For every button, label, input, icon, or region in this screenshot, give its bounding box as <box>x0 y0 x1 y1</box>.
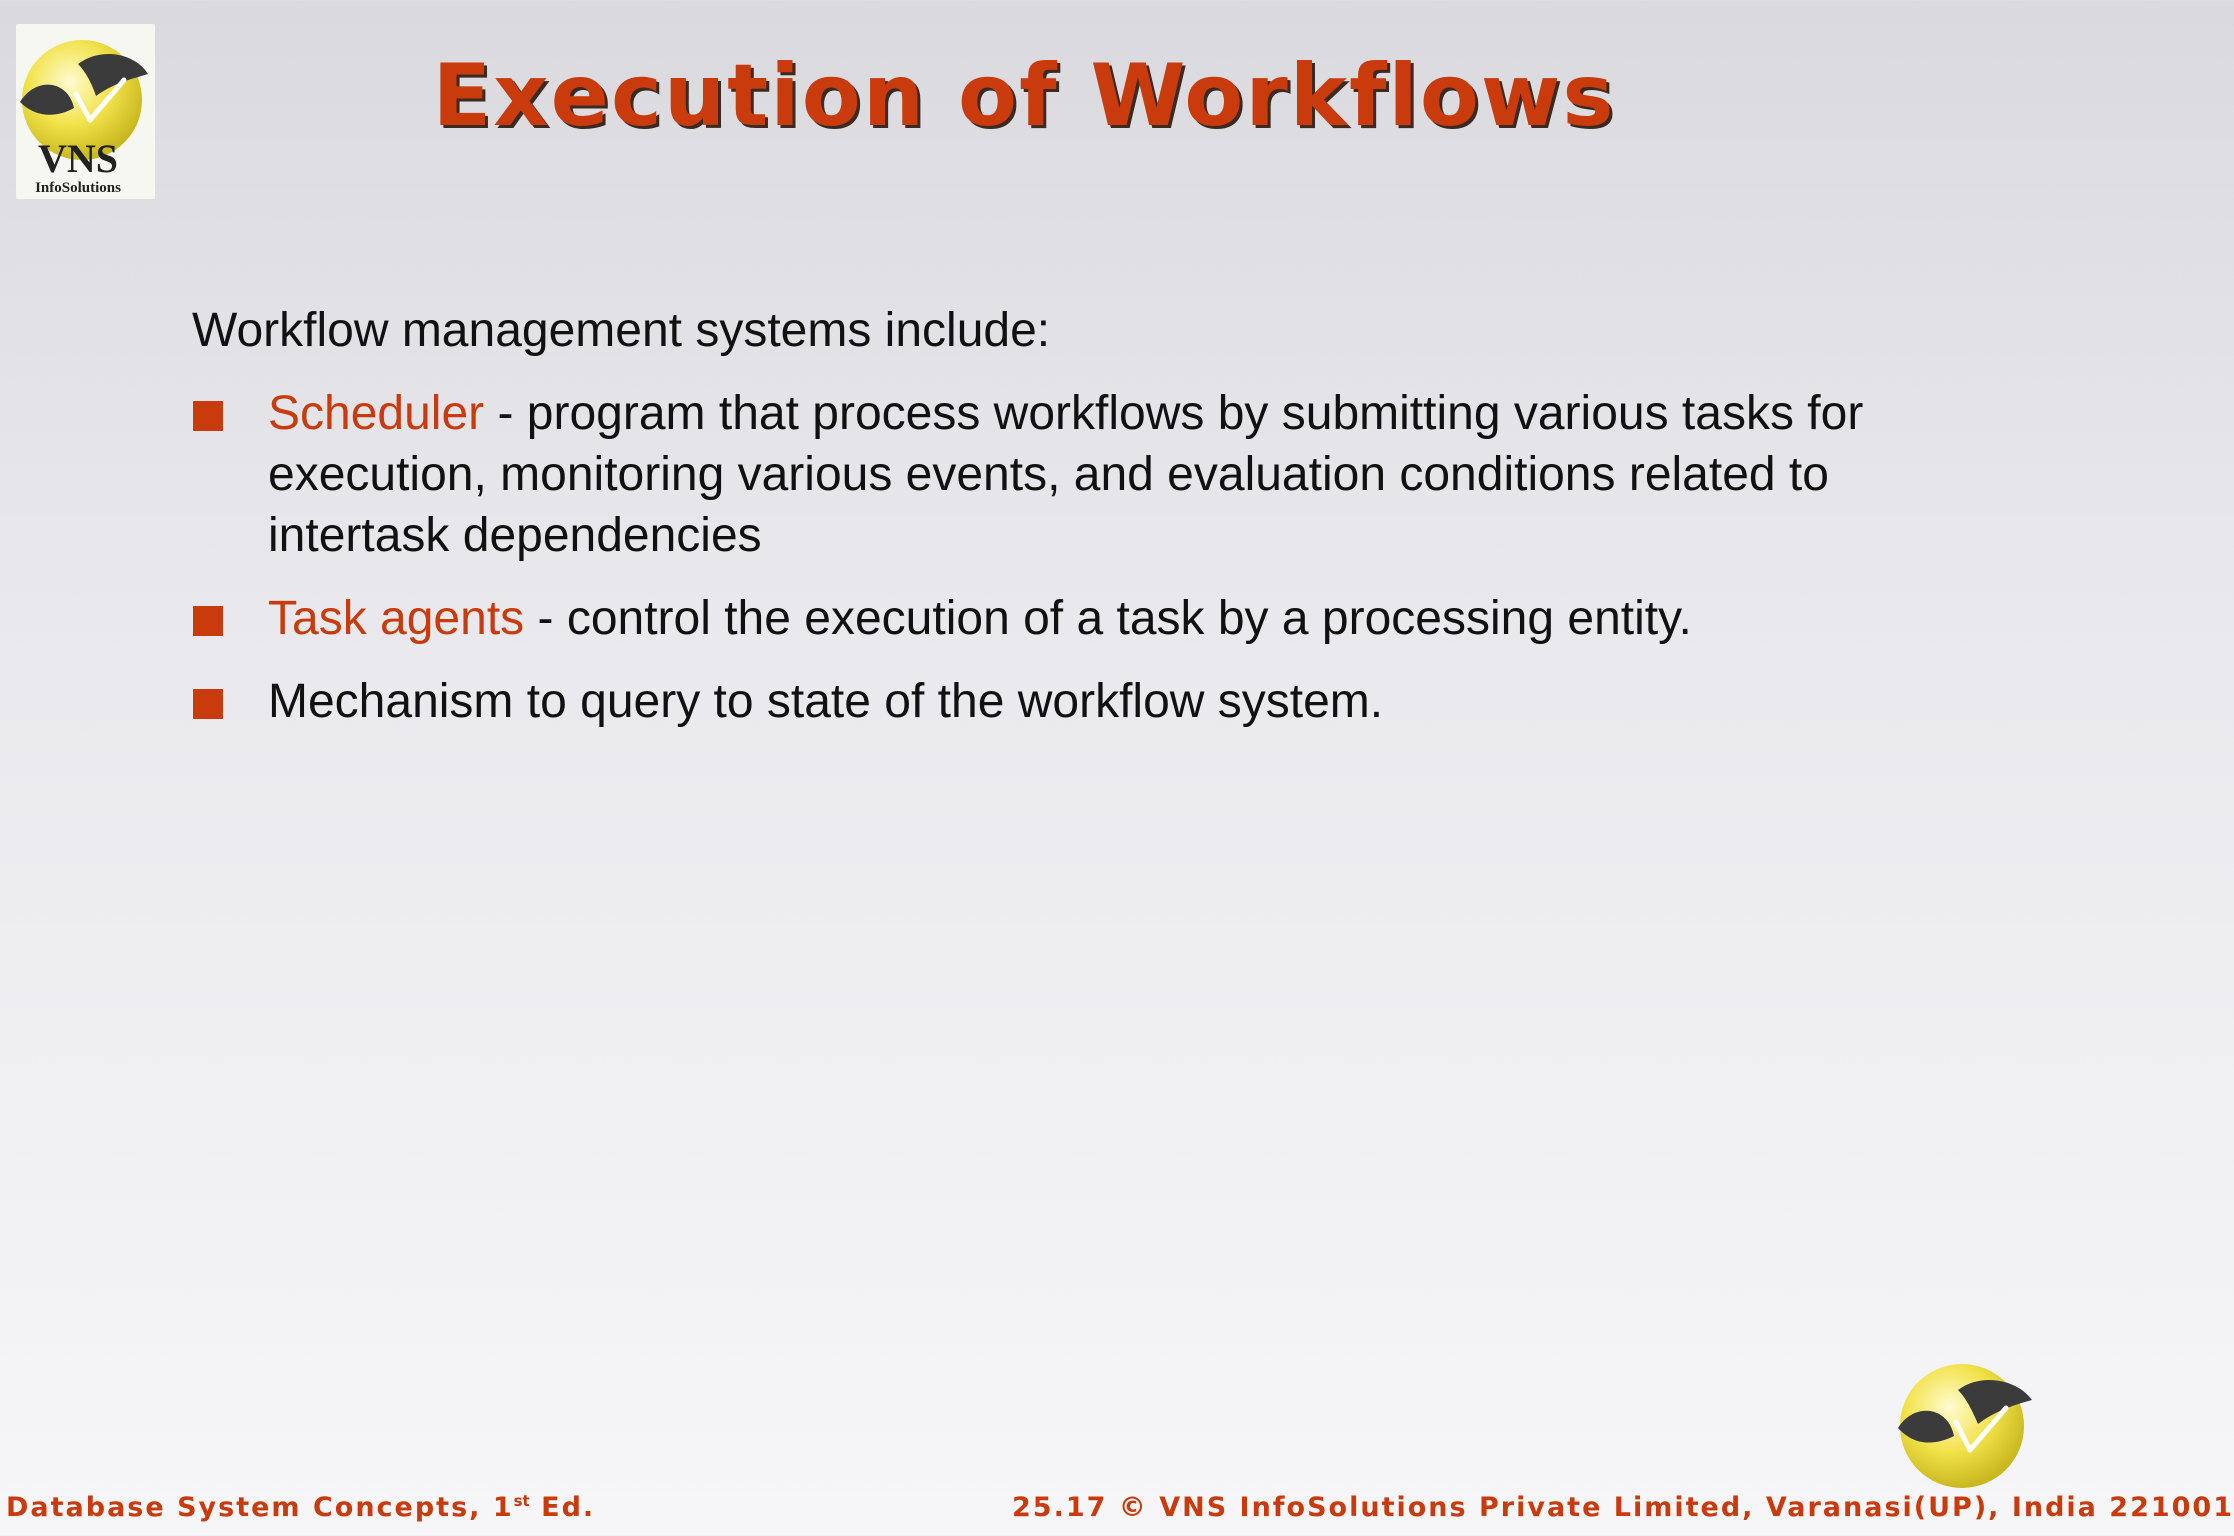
company-logo-small <box>1894 1358 2035 1488</box>
square-bullet-icon <box>193 689 223 719</box>
bullet-text: - program that process workflows by submitting various tasks for execution, monitoring various events, and evaluation conditions related to intertask dependencies <box>268 387 1864 562</box>
square-bullet-icon <box>193 401 223 431</box>
edition-superscript: st <box>513 1492 530 1510</box>
bullet-term: Task agents <box>268 592 525 645</box>
logo-wordmark: VNS <box>37 136 119 181</box>
logo-emblem-small-icon <box>1894 1358 2035 1488</box>
slide-title: Execution of Workflows <box>432 46 1616 146</box>
bullet-term: Scheduler <box>268 387 485 440</box>
square-bullet-icon <box>193 606 223 636</box>
footer-book-title: Database System Concepts, 1st Ed. <box>6 1492 596 1523</box>
bullet-task-agents <box>192 588 1892 649</box>
slide-content <box>192 300 1892 754</box>
intro-text: Workflow management systems include: <box>192 304 1051 357</box>
logo-subtitle: InfoSolutions <box>35 180 121 196</box>
footer-page-copyright: 25.17 © VNS InfoSolutions Private Limited, Varanasi(UP), India 221001 <box>1012 1492 2234 1523</box>
bullet-text: Mechanism to query to state of the workflow system. <box>268 675 1384 728</box>
bullet-text: - control the execution of a task by a processing entity. <box>524 592 1692 645</box>
bullet-list <box>192 383 1892 732</box>
bullet-query-mechanism <box>192 671 1892 732</box>
bullet-scheduler <box>192 383 1892 566</box>
